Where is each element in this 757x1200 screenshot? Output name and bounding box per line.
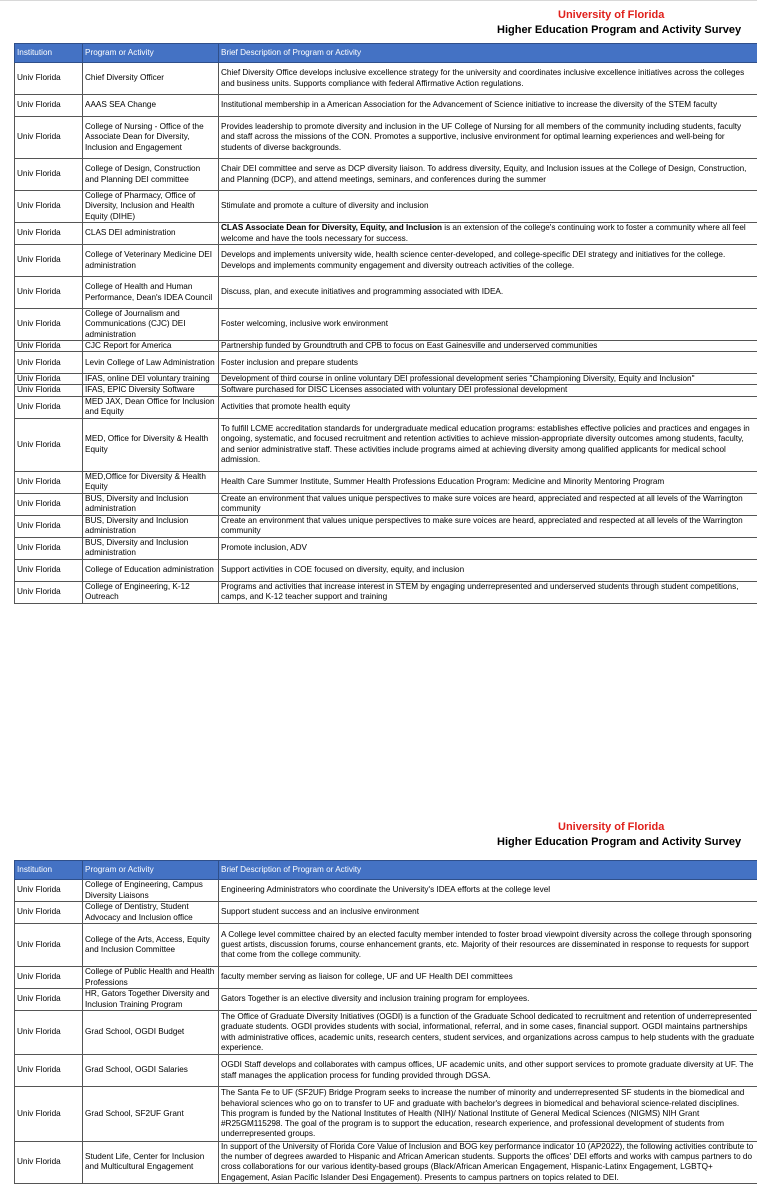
table-row [15, 989, 757, 1011]
table-row [15, 95, 757, 117]
cell-program: BUS, Diversity and Inclusion administration [83, 515, 219, 537]
table-row [15, 471, 757, 493]
cell-program: MED JAX, Dean Office for Inclusion and Equity [83, 396, 219, 418]
cell-institution: Univ Florida [15, 117, 83, 159]
cell-institution: Univ Florida [15, 581, 83, 603]
cell-description: Programs and activities that increase interest in STEM by engaging underrepresented and underserved students through student competitions, camps, and K-12 teacher support and training [219, 581, 757, 603]
cell-description [219, 223, 757, 245]
cell-institution: Univ Florida [15, 471, 83, 493]
cell-institution: Univ Florida [15, 396, 83, 418]
table-row [15, 159, 757, 191]
cell-institution: Univ Florida [15, 902, 83, 924]
column-header-institution: Institution [15, 861, 83, 880]
page1-university-title: University of Florida [558, 9, 665, 21]
cell-program: Grad School, OGDI Salaries [83, 1055, 219, 1087]
table-row [15, 396, 757, 418]
table-row [15, 493, 757, 515]
table-row [15, 559, 757, 581]
cell-institution: Univ Florida [15, 352, 83, 374]
cell-program: College of Education administration [83, 559, 219, 581]
table-row [15, 341, 757, 352]
cell-institution: Univ Florida [15, 385, 83, 396]
table-row [15, 1142, 757, 1184]
cell-institution: Univ Florida [15, 1055, 83, 1087]
table-row [15, 967, 757, 989]
cell-program: IFAS, EPIC Diversity Software [83, 385, 219, 396]
cell-description: Promote inclusion, ADV [219, 537, 757, 559]
column-header-description: Brief Description of Program or Activity [219, 861, 757, 880]
cell-institution: Univ Florida [15, 309, 83, 341]
cell-description: To fulfill LCME accreditation standards for undergraduate medical education programs: establishes effective policies and practices and engages in ongoing, systematic, and focused recruitment and retention activities to achieve mission-appropriate diversity outcomes among students, faculty, and senior administrative staff. These activities include programs aimed at achieving diversity among qualified applicants for medical school admission. [219, 418, 757, 471]
table-row [15, 63, 757, 95]
cell-program: IFAS, online DEI voluntary training [83, 374, 219, 385]
cell-program: College of Engineering, Campus Diversity Liaisons [83, 880, 219, 902]
page1-top-rule [0, 0, 757, 1]
table-row [15, 515, 757, 537]
table-row [15, 374, 757, 385]
cell-description: Chair DEI committee and serve as DCP diversity liaison. To address diversity, Equity, and Inclusion issues at the College of Design, Construction, and Planning (DCP), and attend meetings, seminars, and conferences during the summer [219, 159, 757, 191]
cell-description: Engineering Administrators who coordinate the University's IDEA efforts at the college level [219, 880, 757, 902]
cell-institution: Univ Florida [15, 880, 83, 902]
cell-institution: Univ Florida [15, 159, 83, 191]
description-lead: CLAS Associate Dean for Diversity, Equity, and Inclusion [221, 223, 442, 233]
table-row [15, 1011, 757, 1055]
cell-description: Development of third course in online voluntary DEI professional development series "Championing Diversity, Equity and Inclusion" [219, 374, 757, 385]
table-row [15, 902, 757, 924]
table-row [15, 1087, 757, 1142]
cell-program: College of Nursing - Office of the Associate Dean for Diversity, Inclusion and Engagement [83, 117, 219, 159]
cell-description: faculty member serving as liaison for college, UF and UF Health DEI committees [219, 967, 757, 989]
cell-program: AAAS SEA Change [83, 95, 219, 117]
cell-program: BUS, Diversity and Inclusion administration [83, 493, 219, 515]
cell-description: Health Care Summer Institute, Summer Health Professions Education Program: Medicine and Minority Mentoring Program [219, 471, 757, 493]
table-row [15, 309, 757, 341]
cell-program: Student Life, Center for Inclusion and Multicultural Engagement [83, 1142, 219, 1184]
table-row [15, 924, 757, 967]
table-header-row [15, 861, 757, 880]
cell-program: College of Design, Construction and Planning DEI committee [83, 159, 219, 191]
cell-institution: Univ Florida [15, 559, 83, 581]
table-row [15, 581, 757, 603]
cell-program: Grad School, SF2UF Grant [83, 1087, 219, 1142]
cell-institution: Univ Florida [15, 341, 83, 352]
cell-program: CJC Report for America [83, 341, 219, 352]
description-text: is an extension of the college's continuing work to foster a community where all feel welcome and have the tools necessary for success. [221, 223, 746, 243]
cell-institution: Univ Florida [15, 191, 83, 223]
cell-institution: Univ Florida [15, 223, 83, 245]
cell-program: College of Dentistry, Student Advocacy and Inclusion office [83, 902, 219, 924]
cell-program: CLAS DEI administration [83, 223, 219, 245]
cell-description: Provides leadership to promote diversity and inclusion in the UF College of Nursing for all members of the community including students, faculty and staff across the missions of the CON. Promotes a supportive, inclusive environment for optimal learning experiences and well-being for students of diverse backgrounds. [219, 117, 757, 159]
table-row [15, 385, 757, 396]
page1-header [0, 0, 757, 44]
cell-institution: Univ Florida [15, 493, 83, 515]
table-row [15, 880, 757, 902]
cell-description: Stimulate and promote a culture of diversity and inclusion [219, 191, 757, 223]
page2-header [0, 812, 757, 856]
table-row [15, 223, 757, 245]
cell-description: Support activities in COE focused on diversity, equity, and inclusion [219, 559, 757, 581]
page2-survey-table [14, 860, 757, 1184]
cell-description: Gators Together is an elective diversity and inclusion training program for employees. [219, 989, 757, 1011]
column-header-description: Brief Description of Program or Activity [219, 44, 757, 63]
cell-program: BUS, Diversity and Inclusion administration [83, 537, 219, 559]
cell-description: Discuss, plan, and execute initiatives and programming associated with IDEA. [219, 277, 757, 309]
column-header-program: Program or Activity [83, 44, 219, 63]
page2-university-title: University of Florida [558, 821, 665, 833]
cell-institution: Univ Florida [15, 1087, 83, 1142]
cell-institution: Univ Florida [15, 515, 83, 537]
table-row [15, 537, 757, 559]
cell-institution: Univ Florida [15, 1011, 83, 1055]
table-row [15, 352, 757, 374]
cell-institution: Univ Florida [15, 245, 83, 277]
table-row [15, 1055, 757, 1087]
cell-institution: Univ Florida [15, 924, 83, 967]
cell-description: A College level committee chaired by an elected faculty member intended to foster broad viewpoint diversity across the college through sponsoring guest artists, discussion forums, course enhancement grants, etc. Majority of their resources are disseminated in response to requests for support that come from the college community. [219, 924, 757, 967]
page2-survey-title: Higher Education Program and Activity Survey [497, 836, 742, 848]
cell-program: MED,Office for Diversity & Health Equity [83, 471, 219, 493]
cell-program: College of Public Health and Health Professions [83, 967, 219, 989]
cell-description: Activities that promote health equity [219, 396, 757, 418]
cell-program: College of Journalism and Communications (CJC) DEI administration [83, 309, 219, 341]
cell-program: Grad School, OGDI Budget [83, 1011, 219, 1055]
cell-program: College of Health and Human Performance, Dean's IDEA Council [83, 277, 219, 309]
cell-institution: Univ Florida [15, 418, 83, 471]
table-row [15, 191, 757, 223]
cell-program: Levin College of Law Administration [83, 352, 219, 374]
table-row [15, 418, 757, 471]
table-row [15, 277, 757, 309]
cell-program: HR, Gators Together Diversity and Inclusion Training Program [83, 989, 219, 1011]
cell-description: The Office of Graduate Diversity Initiatives (OGDI) is a function of the Graduate School dedicated to recruitment and retention of underrepresented graduate students. OGDI provides students with social, informational, referral, and in some cases, financial support. OGDI maintains partnerships with administrative offices, academic units, research centers, student services, and organizations across campus to help students with the graduate experience. [219, 1011, 757, 1055]
cell-program: College of Engineering, K-12 Outreach [83, 581, 219, 603]
cell-description: Create an environment that values unique perspectives to make sure voices are heard, appreciated and respected at all levels of the Warrington community [219, 515, 757, 537]
table-row [15, 245, 757, 277]
cell-description: Institutional membership in a American Association for the Advancement of Science initiative to increase the diversity of the STEM faculty [219, 95, 757, 117]
cell-program: College of the Arts, Access, Equity and Inclusion Committee [83, 924, 219, 967]
page1-survey-title: Higher Education Program and Activity Survey [497, 24, 742, 36]
cell-description: Foster inclusion and prepare students [219, 352, 757, 374]
cell-description: OGDI Staff develops and collaborates with campus offices, UF academic units, and other support services to promote graduate diversity at UF. The staff manages the application process for funding provided through DGSA. [219, 1055, 757, 1087]
table-row [15, 117, 757, 159]
column-header-institution: Institution [15, 44, 83, 63]
cell-description: Support student success and an inclusive environment [219, 902, 757, 924]
cell-institution: Univ Florida [15, 374, 83, 385]
cell-description: Partnership funded by Groundtruth and CPB to focus on East Gainesville and underserved communities [219, 341, 757, 352]
cell-description: Create an environment that values unique perspectives to make sure voices are heard, appreciated and respected at all levels of the Warrington community [219, 493, 757, 515]
cell-institution: Univ Florida [15, 1142, 83, 1184]
cell-description: Software purchased for DISC Licenses associated with voluntary DEI professional development [219, 385, 757, 396]
cell-description: The Santa Fe to UF (SF2UF) Bridge Program seeks to increase the number of minority and underrepresented SF students in the biomedical and behavioral sciences who go on to transfer to UF and graduate with bachelor's degrees in biomedical and behavioral science-related disciplines. This program is funded by the National Institutes of Health (NIH)/ National Institute of General Medical Sciences (NIGMS) NIH Grant #R25GM115298. The goal of the program is to support the education, research experience, and professional development of students from underrepresented groups. [219, 1087, 757, 1142]
cell-program: College of Veterinary Medicine DEI administration [83, 245, 219, 277]
table-header-row [15, 44, 757, 63]
cell-program: Chief Diversity Officer [83, 63, 219, 95]
cell-institution: Univ Florida [15, 989, 83, 1011]
cell-institution: Univ Florida [15, 277, 83, 309]
cell-description: Chief Diversity Office develops inclusive excellence strategy for the university and coordinates inclusive excellence initiatives across the colleges and business units. Supports compliance with federal Affirmative Action regulations. [219, 63, 757, 95]
cell-description: In support of the University of Florida Core Value of Inclusion and BOG key performance indicator 10 (AP2022), the following activities contribute to the number of degrees awarded to Hispanic and African American students. Supports the offices' DEI efforts and works with campus partners to do cross collaborations for our various identity-based groups (Black/African American Engagement, Hispanic-Latinx Engagement, LGBTQ+ Engagement, Asian Pacific Islander Desi Engagement). Presents to campus partners on topics related to DEI. [219, 1142, 757, 1184]
cell-institution: Univ Florida [15, 95, 83, 117]
cell-institution: Univ Florida [15, 967, 83, 989]
cell-program: College of Pharmacy, Office of Diversity, Inclusion and Health Equity (DIHE) [83, 191, 219, 223]
column-header-program: Program or Activity [83, 861, 219, 880]
page1-survey-table [14, 43, 757, 604]
cell-institution: Univ Florida [15, 63, 83, 95]
cell-description: Foster welcoming, inclusive work environment [219, 309, 757, 341]
cell-description: Develops and implements university wide, health science center-developed, and college-specific DEI strategy and initiatives for the college. Develops and implements community engagement and diversity outreach activities of the college. [219, 245, 757, 277]
cell-program: MED, Office for Diversity & Health Equity [83, 418, 219, 471]
cell-institution: Univ Florida [15, 537, 83, 559]
